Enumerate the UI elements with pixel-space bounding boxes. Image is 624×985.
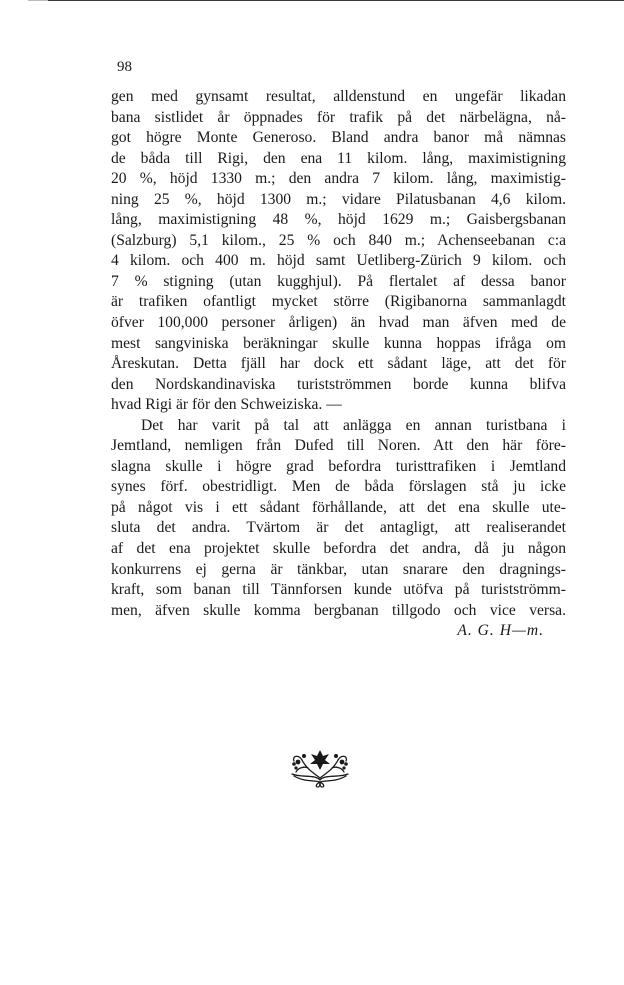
text-line: är trafiken ofantligt mycket större (Rigibanorna sammanlagdt [111, 293, 566, 311]
text-line: mest sangviniska beräkningar skulle kunna hoppas ifråga om [111, 334, 566, 352]
text-line: 20 %, höjd 1330 m.; den andra 7 kilom. lång, maximistig- [111, 170, 566, 188]
text-line: öfver 100,000 personer årligen) än hvad man äfven med de [111, 314, 566, 332]
text-line: hvad Rigi är för den Schweiziska. — [111, 396, 342, 414]
text-line: ning 25 %, höjd 1300 m.; vidare Pilatusbanan 4,6 kilom. [111, 190, 566, 208]
text-line: af det ena projektet skulle befordra det andra, då ju någon [111, 540, 566, 558]
text-line: 7 % stigning (utan kugghjul). På flertalet af dessa banor [111, 272, 566, 290]
text-line: men, äfven skulle komma bergbanan tillgodo och vice versa. [111, 601, 566, 619]
text-line: gen med gynsamt resultat, alldenstund en ungefär likadan [111, 88, 566, 105]
text-line: lång, maximistigning 48 %, höjd 1629 m.; Gaisbergsbanan [111, 211, 566, 229]
page-number: 98 [117, 59, 132, 75]
body-text [111, 87, 566, 642]
text-line: på något vis i ett sådant förhållande, att det ena skulle ute- [111, 498, 566, 516]
text-line: sluta det andra. Tvärtom är det antagligt, att realiserandet [111, 519, 566, 537]
text-line: de båda till Rigi, den ena 11 kilom. lång, maximistigning [111, 149, 566, 167]
text-line: (Salzburg) 5,1 kilom., 25 % och 840 m.; Achenseebanan c:a [111, 231, 566, 249]
text-line: Åreskutan. Detta fjäll har dock ett sådant läge, att det för [111, 355, 566, 373]
floral-ornament-icon [284, 742, 356, 788]
text-line: bana sistlidet år öppnades för trafik på det närbelägna, nå- [111, 108, 566, 126]
text-line: got högre Monte Generoso. Bland andra banor må nämnas [111, 129, 566, 147]
text-line: konkurrens ej gerna är tänkbar, utan snarare den dragnings- [111, 560, 566, 578]
text-line: den Nordskandinaviska turistströmmen borde kunna blifva [111, 375, 566, 393]
text-line: Jemtland, nemligen från Dufed till Noren. Att den här före- [111, 437, 566, 455]
scan-edge-light [28, 0, 48, 1]
paragraph-start-line: Det har varit på tal att anlägga en annan turistbana i [141, 416, 566, 434]
text-line: synes förf. obestridligt. Men de båda förslagen stå ju icke [111, 478, 566, 496]
text-line: slagna skulle i högre grad befordra turisttrafiken i Jemtland [111, 457, 566, 475]
text-line: 4 kilom. och 400 m. höjd samt Uetliberg-Zürich 9 kilom. och [111, 252, 566, 270]
author-signature: A. G. H—m. [457, 622, 544, 640]
text-line: kraft, som banan till Tännforsen kunde utöfva på turistströmm- [111, 581, 566, 599]
scan-edge-rule [48, 0, 624, 1]
